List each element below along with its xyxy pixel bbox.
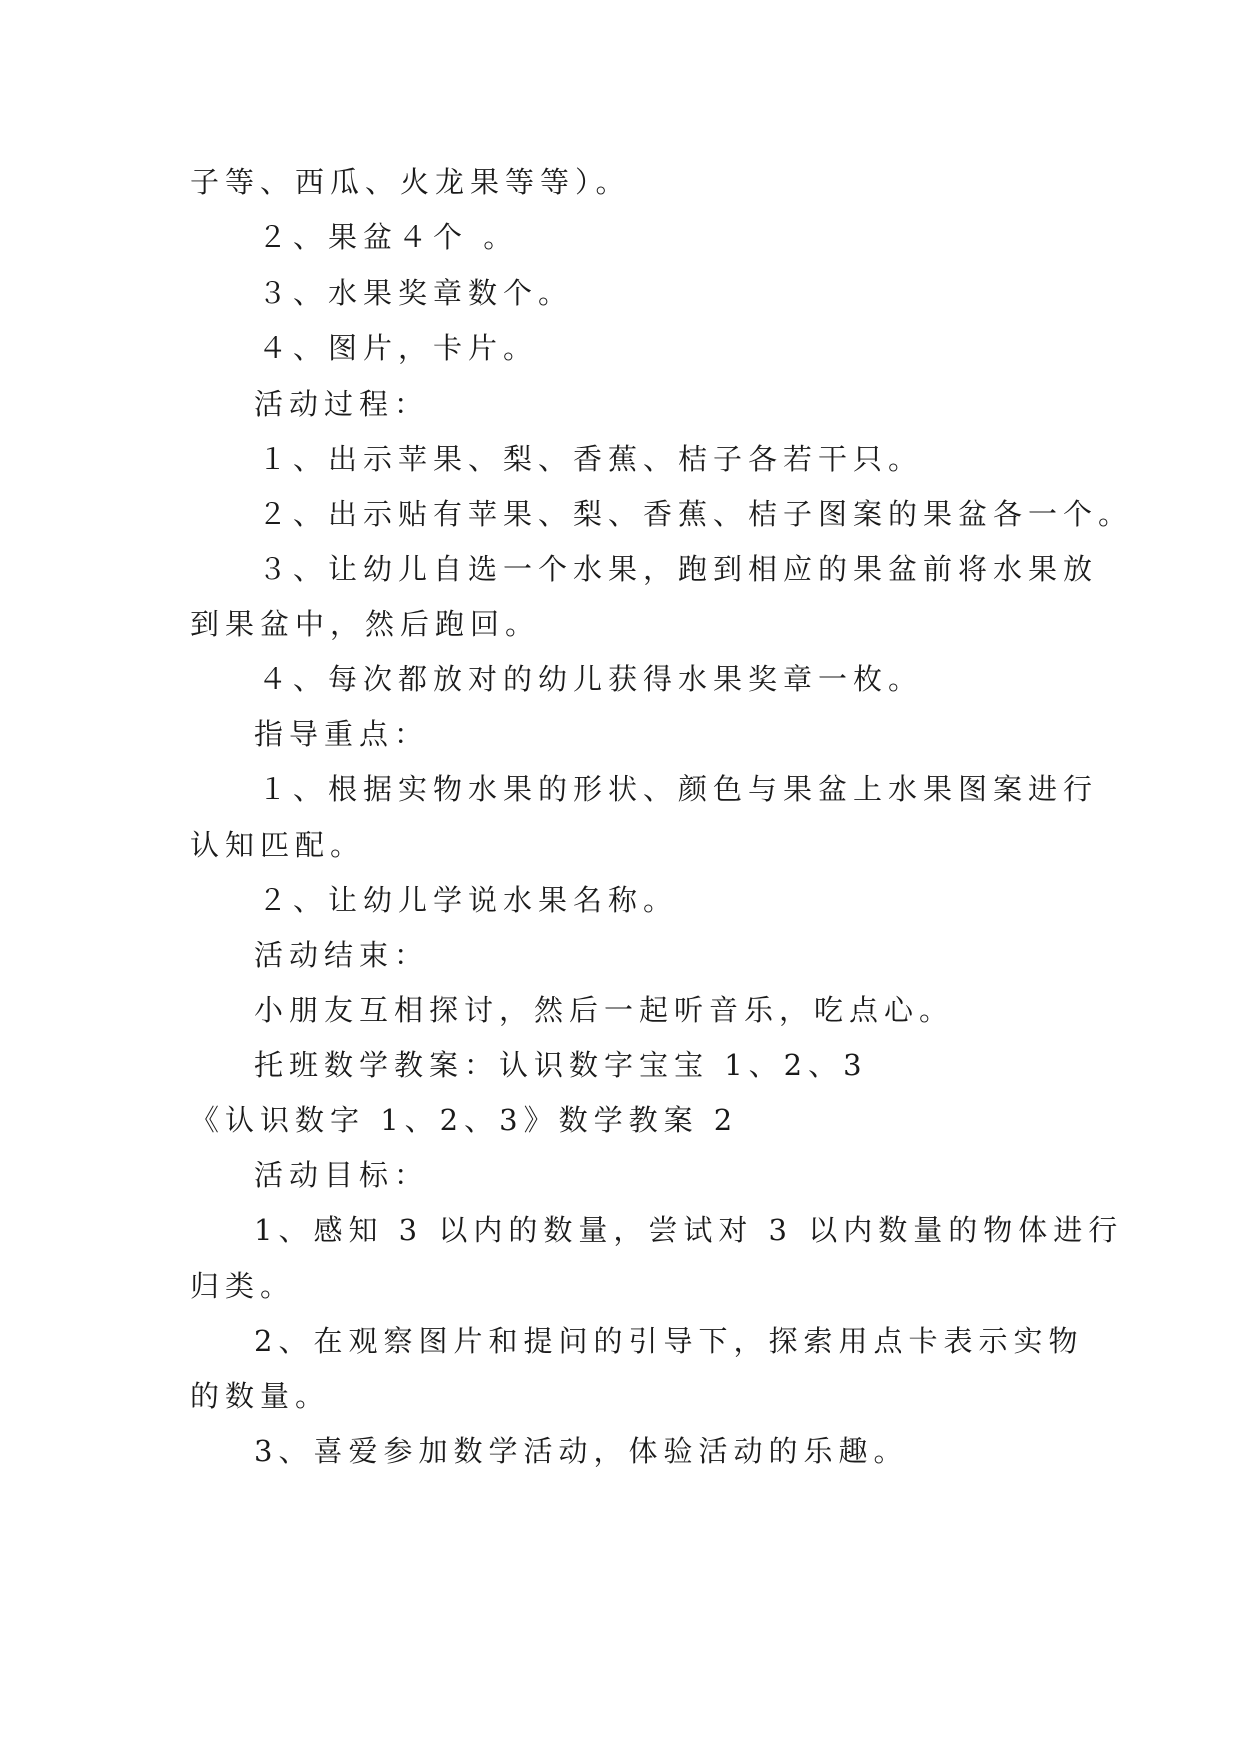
section-heading: 指导重点：	[254, 717, 430, 751]
paragraph-line: ２、果盆４个 。	[258, 220, 519, 254]
document-title-line: 托班数学教案：认识数字宝宝 1、2、3	[254, 1048, 868, 1082]
section-heading: 活动结束：	[254, 938, 430, 972]
paragraph-line: 2、在观察图片和提问的引导下，探索用点卡表示实物	[254, 1324, 1084, 1358]
paragraph-line: ２、出示贴有苹果、梨、香蕉、桔子图案的果盆各一个。	[258, 497, 1134, 531]
paragraph-line: 3、喜爱参加数学活动，体验活动的乐趣。	[254, 1434, 909, 1468]
document-subtitle-line: 《认识数字 1、2、3》数学教案 2	[190, 1103, 739, 1137]
paragraph-line: 的数量。	[190, 1379, 331, 1413]
paragraph-line: ３、让幼儿自选一个水果，跑到相应的果盆前将水果放	[258, 552, 1099, 586]
section-heading: 活动过程：	[254, 387, 430, 421]
paragraph-line: １、出示苹果、梨、香蕉、桔子各若干只。	[258, 442, 924, 476]
paragraph-line: 到果盆中，然后跑回。	[190, 607, 541, 641]
paragraph-line: １、根据实物水果的形状、颜色与果盆上水果图案进行	[258, 772, 1099, 806]
paragraph-line: ４、图片，卡片。	[258, 331, 539, 365]
paragraph-line: 归类。	[190, 1269, 296, 1303]
paragraph-line: 1、感知 3 以内的数量，尝试对 3 以内数量的物体进行	[254, 1213, 1124, 1247]
paragraph-line: ４、每次都放对的幼儿获得水果奖章一枚。	[258, 662, 924, 696]
paragraph-line: ３、水果奖章数个。	[258, 276, 574, 310]
section-heading: 活动目标：	[254, 1158, 430, 1192]
paragraph-line: 认知匹配。	[190, 828, 366, 862]
paragraph-line: ２、让幼儿学说水果名称。	[258, 883, 679, 917]
paragraph-line: 小朋友互相探讨，然后一起听音乐，吃点心。	[254, 993, 955, 1027]
paragraph-line: 子等、西瓜、火龙果等等）。	[190, 165, 631, 199]
